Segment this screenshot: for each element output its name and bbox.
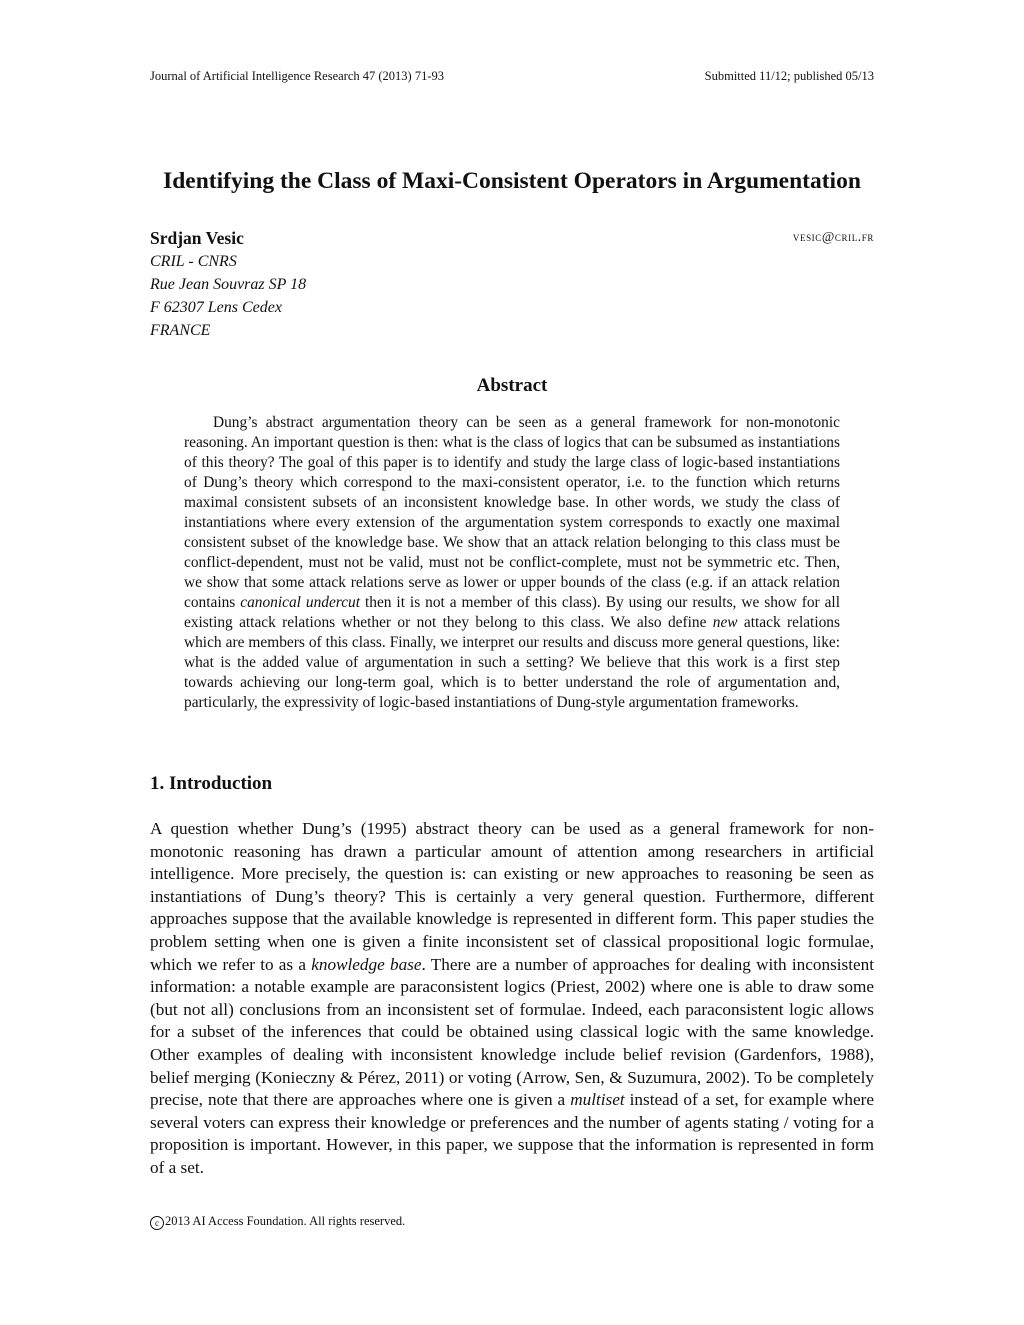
abstract-emphasis: canonical undercut [240,594,361,611]
intro-emphasis: multiset [570,1090,625,1110]
intro-text-part: . There are a number of approaches for dealing with inconsistent information: a notable example are paraconsistent logics (Priest, 2002) where one is able to draw some (but not all) conclusions from an inconsistent set of formulae. Indeed, each paraconsistent logic allows for a subset of the inferences that could be obtained using classical logic with the same knowledge. Other examples of dealing with inconsistent knowledge include belief revision (Gardenfors, 1988), belief merging (Konieczny & Pérez, 2011) or voting (Arrow, Sen, & Suzumura, 2002). To be completely precise, note that there are approaches where one is given a [150,954,874,1110]
abstract-text [184,413,840,713]
abstract-text-part: then it is not a member of this class). By using our results, we show for all existing attack relations whether or not they belong to this class. We also define [184,594,840,631]
intro-emphasis: knowledge base [311,954,422,974]
affiliation-line: F 62307 Lens Cedex [150,299,282,316]
affiliation-line: Rue Jean Souvraz SP 18 [150,276,307,293]
author-name: Srdjan Vesic [150,228,244,248]
section-heading-introduction: 1. Introduction [150,773,273,794]
introduction-paragraph [150,818,874,1180]
affiliation-line: CRIL - CNRS [150,253,237,270]
abstract-text-part: Dung’s abstract argumentation theory can be seen as a general framework for non-monotonic reasoning. An important question is then: what is the class of logics that can be subsumed as instantiations of this theory? The goal of this paper is to identify and study the large class of logic-based instantiations of Dung’s theory which correspond to the maxi-consistent operator, i.e. to the function which returns maximal consistent subsets of an inconsistent knowledge base. In other words, we study the class of instantiations where every extension of the argumentation system corresponds to exactly one maximal consistent subset of the knowledge base. We show that an attack relation belonging to this class must be conflict-dependent, must not be valid, must not be conflict-complete, must not be symmetric etc. Then, we show that some attack relations serve as lower or upper bounds of the class (e.g. if an attack relation contains [184,414,840,611]
author-block [150,226,874,342]
abstract-heading: Abstract [476,375,548,396]
copyright-icon: c [150,1216,164,1230]
submission-dates: Submitted 11/12; published 05/13 [704,69,874,83]
abstract-text-part: attack relations which are members of this class. Finally, we interpret our results and discuss more general questions, like: what is the added value of argumentation in such a setting? We believe that this work is a first step towards achieving our long-term goal, which is to better understand the role of argumentation and, particularly, the expressivity of logic-based instantiations of Dung-style argumentation frameworks. [184,614,840,711]
intro-text-part: A question whether Dung’s (1995) abstract theory can be used as a general framework for non-monotonic reasoning has drawn a particular amount of attention among researchers in artificial intelligence. More precisely, the question is: can existing or new approaches to reasoning be seen as instantiations of Dung’s theory? This is certainly a very general question. Furthermore, different approaches suppose that the available knowledge is represented in different form. This paper studies the problem setting when one is given a finite inconsistent set of classical propositional logic formulae, which we refer to as a [150,819,874,974]
copyright-notice [150,1213,405,1230]
abstract-emphasis: new [712,614,738,631]
paper-title: Identifying the Class of Maxi-Consistent Operators in Argumentation [163,168,861,194]
journal-citation: Journal of Artificial Intelligence Research 47 (2013) 71-93 [150,69,445,83]
author-email: vesic@cril.fr [792,229,874,244]
affiliation-line: FRANCE [150,322,211,339]
copyright-text: 2013 AI Access Foundation. All rights reserved. [165,1214,406,1228]
intro-text-part: instead of a set, for example where several voters can express their knowledge or preferences and the number of agents stating / voting for a proposition is important. However, in this paper, we suppose that the information is represented in form of a set. [150,1090,875,1177]
